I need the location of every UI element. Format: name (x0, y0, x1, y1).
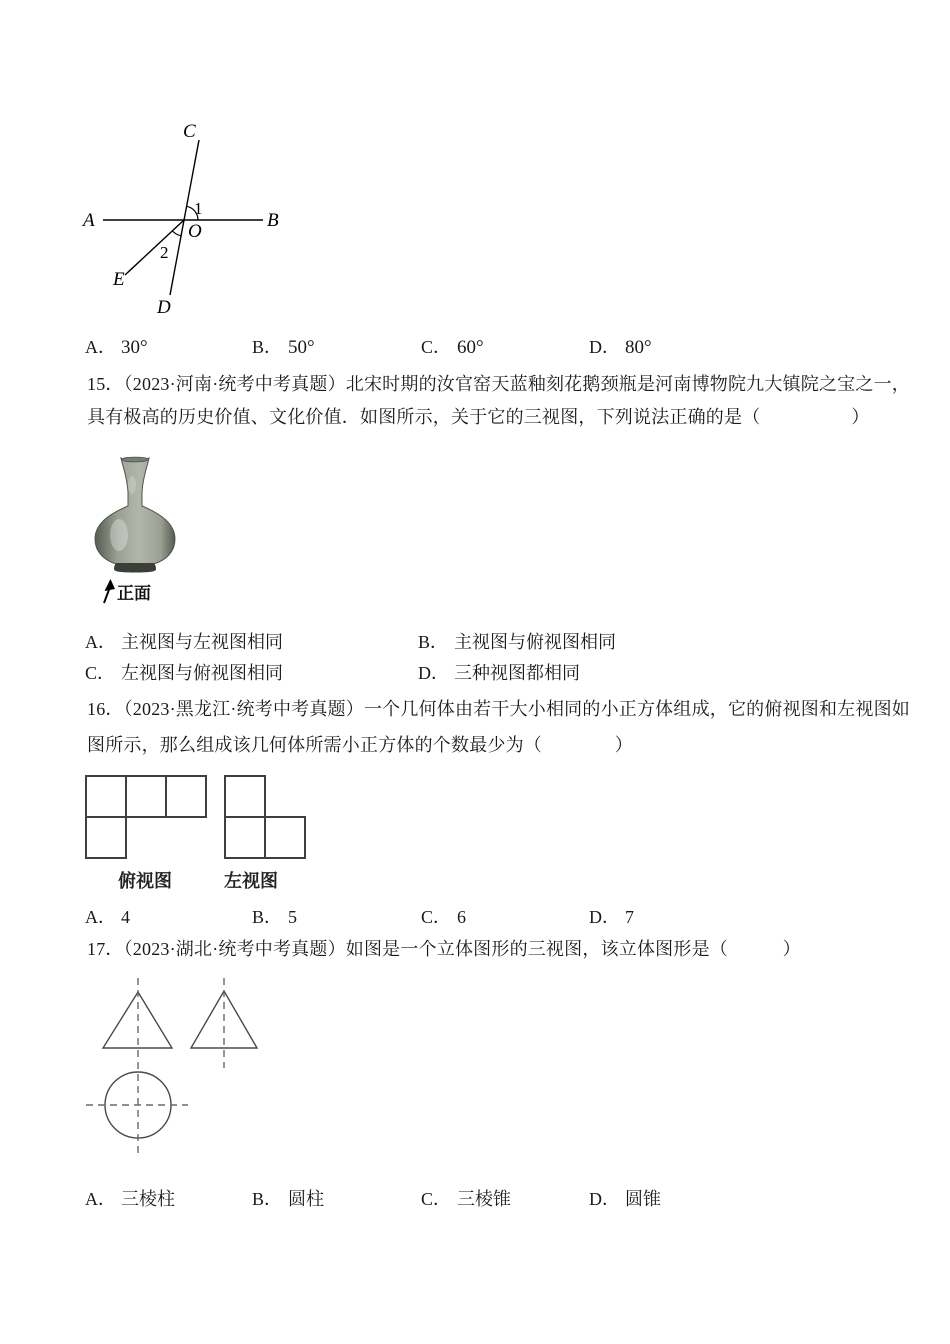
angle-1-label: 1 (194, 199, 203, 218)
option-a-label: A． (85, 907, 116, 927)
point-label-E: E (113, 269, 125, 290)
vase-highlight (110, 519, 128, 551)
option-c-label: C． (421, 907, 452, 927)
front-arrow-icon (98, 578, 118, 605)
option-a (85, 631, 283, 653)
option-a-value: 4 (121, 907, 130, 927)
option-b (252, 906, 297, 928)
option-d-value: 三种视图都相同 (454, 663, 580, 683)
question-15-options-row2 (0, 662, 950, 686)
option-c-label: C． (421, 1189, 452, 1209)
option-b-label: B． (252, 1189, 283, 1209)
option-d (589, 906, 634, 928)
vase-mouth (122, 457, 149, 462)
vase-foot (114, 563, 156, 573)
option-c (421, 906, 466, 928)
front-view-label: 正面 (117, 584, 151, 603)
option-b-label: B． (418, 632, 449, 652)
option-b (252, 336, 315, 359)
option-a-value: 30° (121, 337, 148, 358)
option-d-value: 80° (625, 337, 652, 358)
option-c-value: 三棱锥 (457, 1189, 511, 1209)
option-c-value: 6 (457, 907, 466, 927)
three-views-figure (75, 970, 295, 1165)
option-b-value: 5 (288, 907, 297, 927)
point-label-A: A (83, 210, 95, 231)
option-a-label: A． (85, 337, 116, 357)
question-14-options-row (0, 336, 950, 360)
question-15-options-row1 (0, 631, 950, 655)
option-d-value: 圆锥 (625, 1189, 661, 1209)
option-d (418, 662, 580, 684)
top-view-cell (86, 776, 126, 817)
option-d-label: D． (589, 1189, 620, 1209)
option-d-value: 7 (625, 907, 634, 927)
option-c (421, 336, 484, 359)
left-view-caption: 左视图 (224, 871, 278, 891)
left-view-cell (225, 776, 265, 817)
top-view-cell (126, 776, 166, 817)
top-view-cell (166, 776, 206, 817)
question-16-options-row (0, 906, 950, 930)
option-a-value: 主视图与左视图相同 (121, 632, 283, 652)
point-label-B: B (267, 210, 279, 231)
question-17-text-line1: 17．（2023·湖北·统考中考真题）如图是一个立体图形的三视图，该立体图形是（ ） (87, 939, 801, 959)
option-c (85, 662, 283, 684)
option-d-label: D． (418, 663, 449, 683)
views-squares-figure (80, 770, 320, 865)
vase-image (88, 455, 183, 580)
option-b-value: 圆柱 (288, 1189, 324, 1209)
question-17-options-row (0, 1188, 950, 1212)
option-c-label: C． (85, 663, 116, 683)
angle-2-label: 2 (160, 243, 169, 262)
question-16-text-line1: 16．（2023·黑龙江·统考中考真题）一个几何体由若干大小相同的小正方体组成，它的俯视图和左视图如 (87, 699, 910, 719)
option-c-value: 60° (457, 337, 484, 358)
option-b-value: 主视图与俯视图相同 (454, 632, 616, 652)
question-15-text-line1: 15．（2023·河南·统考中考真题）北宋时期的汝官窑天蓝釉刻花鹅颈瓶是河南博物院九大镇院之宝之一， (87, 374, 910, 394)
intersecting-lines-figure (75, 115, 285, 320)
option-b (252, 1188, 324, 1210)
angle-2-arc (172, 231, 181, 236)
option-a (85, 906, 130, 928)
question-15-text-line2: 具有极高的历史价值、文化价值．如图所示，关于它的三视图，下列说法正确的是（ ） (87, 407, 870, 427)
vase-body (95, 458, 175, 564)
option-b-label: B． (252, 907, 283, 927)
option-d-label: D． (589, 907, 620, 927)
option-a-value: 三棱柱 (121, 1189, 175, 1209)
option-d (589, 336, 652, 359)
option-a-label: A． (85, 1189, 116, 1209)
option-a (85, 1188, 175, 1210)
option-a (85, 336, 148, 359)
option-c-label: C． (421, 337, 452, 357)
point-label-D: D (157, 297, 171, 318)
left-view-cell (225, 817, 265, 858)
point-label-O: O (188, 221, 202, 242)
option-b (418, 631, 616, 653)
question-16-text-line2: 图所示，那么组成该几何体所需小正方体的个数最少为（ ） (87, 735, 633, 755)
top-view-caption: 俯视图 (118, 871, 172, 891)
option-c (421, 1188, 511, 1210)
point-label-C: C (183, 121, 196, 142)
option-a-label: A． (85, 632, 116, 652)
left-view-cell (265, 817, 305, 858)
option-d (589, 1188, 661, 1210)
option-b-label: B． (252, 337, 283, 357)
vase-highlight-small (128, 476, 136, 494)
option-b-value: 50° (288, 337, 315, 358)
top-view-cell (86, 817, 126, 858)
option-c-value: 左视图与俯视图相同 (121, 663, 283, 683)
option-d-label: D． (589, 337, 620, 357)
